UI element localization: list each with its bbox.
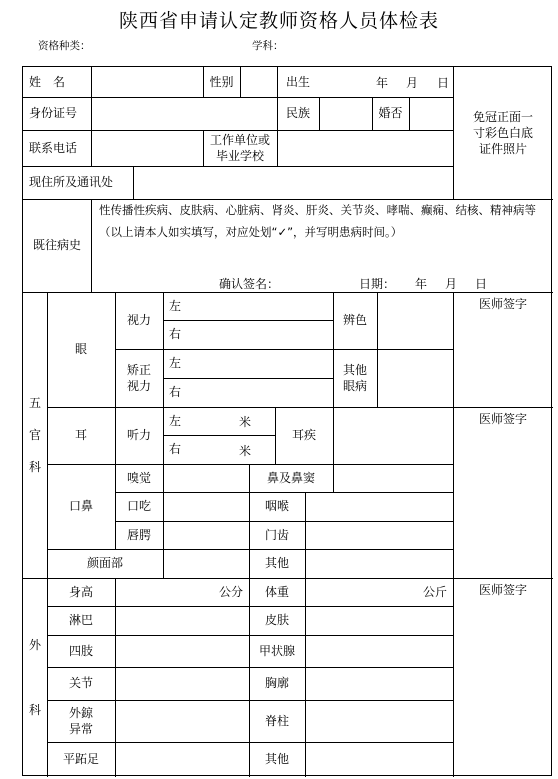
flatfoot-label: 平跖足	[62, 752, 99, 767]
height-unit: 公分	[218, 584, 243, 599]
form-title: 陕西省申请认定教师资格人员体检表	[118, 10, 439, 32]
birth-day-label: 日	[437, 76, 450, 90]
face-label: 颜面部	[86, 556, 123, 571]
ear-disease-label: 耳疾	[291, 428, 316, 443]
exam-form-table	[22, 66, 552, 776]
weight-unit: 公斤	[422, 584, 447, 599]
facial-other-label: 其他	[264, 556, 289, 571]
thyroid-label: 甲状腺	[258, 643, 295, 658]
gender-field[interactable]	[241, 67, 277, 97]
workplace-label: 工作单位或 毕业学校	[209, 132, 270, 163]
surgery-section-label: 外 科	[28, 638, 41, 717]
corrected-right-label: 右	[169, 385, 182, 400]
history-month-label: 月	[445, 277, 458, 291]
hearing-right-label: 右	[169, 442, 182, 457]
hearing-left-label: 左	[169, 413, 182, 428]
marital-field[interactable]	[410, 97, 453, 130]
vision-label: 视力	[126, 313, 151, 328]
color-vision-label: 辨色	[342, 313, 367, 328]
smell-label: 嗅觉	[126, 470, 151, 485]
facial-section-label: 五 官 科	[28, 395, 41, 475]
id-number-label: 身份证号	[29, 106, 78, 121]
skin-label: 皮肤	[264, 613, 289, 628]
throat-label: 咽喉	[264, 499, 289, 514]
cleft-palate-label: 唇腭	[126, 527, 151, 542]
eye-doctor-sign: 医师签字	[478, 297, 527, 311]
ethnicity-field[interactable]	[320, 97, 372, 130]
address-field[interactable]	[134, 166, 453, 199]
qualification-type-label: 资格种类：	[38, 40, 91, 52]
phone-label: 联系电话	[29, 140, 78, 155]
phone-field[interactable]	[92, 130, 203, 166]
corrected-left-label: 左	[169, 356, 182, 371]
genital-label: 外鍄 异常	[68, 705, 93, 736]
corrected-vision-label: 矫正 视力	[126, 362, 151, 393]
ear-label: 耳	[74, 428, 87, 443]
vision-left-label: 左	[169, 298, 182, 313]
weight-label: 体重	[264, 584, 289, 599]
birth-label: 出生	[285, 74, 310, 89]
surgery-doctor-sign: 医师签字	[478, 583, 527, 597]
lymph-label: 淋巴	[68, 613, 93, 628]
other-eye-field[interactable]	[378, 349, 453, 407]
chest-label: 胸廓	[264, 676, 289, 691]
address-label: 现住所及通讯处	[29, 175, 114, 190]
history-instructions: 性传播性疾病、皮肤病、心脏病、肾炎、肝炎、关节炎、哮喘、癫痫、结核、精神病等（以上请本人如实填写，对应处划“✓”，并写明患病时间。）	[99, 203, 536, 239]
mouth-nose-label: 口鼻	[68, 499, 93, 514]
spine-label: 脊柱	[264, 713, 289, 728]
ethnicity-label: 民族	[285, 106, 310, 121]
limbs-label: 四肢	[68, 643, 93, 658]
nose-sinus-label: 鼻及鼻窦	[266, 470, 315, 485]
history-label: 既往病史	[32, 238, 81, 253]
vision-right-label: 右	[169, 327, 182, 342]
photo-box: 免冠正面一 寸彩色白底 证件照片	[472, 109, 533, 157]
history-date-label: 日期：	[359, 277, 396, 291]
teeth-label: 门齿	[264, 527, 289, 542]
marital-label: 婚否	[378, 106, 403, 121]
history-day-label: 日	[475, 277, 488, 291]
confirm-sign-label: 确认签名：	[219, 277, 280, 291]
name-field[interactable]	[92, 67, 203, 97]
name-label: 姓 名	[29, 74, 66, 89]
birth-year-label: 年	[376, 76, 389, 90]
hearing-label: 听力	[126, 428, 151, 443]
workplace-field[interactable]	[278, 130, 453, 166]
surgery-other-label: 其他	[264, 752, 289, 767]
hearing-right-unit: 米	[239, 444, 252, 458]
joints-label: 关节	[68, 676, 93, 691]
subject-label: 学科：	[252, 40, 284, 52]
id-number-field[interactable]	[92, 97, 277, 130]
height-label: 身高	[68, 584, 93, 599]
ear-disease-field[interactable]	[334, 407, 453, 464]
hearing-left-unit: 米	[239, 415, 252, 429]
gender-label: 性别	[209, 74, 234, 89]
color-vision-field[interactable]	[378, 292, 453, 349]
facial-doctor-sign: 医师签字	[478, 412, 527, 426]
other-eye-disease-label: 其他 眼病	[342, 362, 367, 393]
history-year-label: 年	[415, 277, 428, 291]
birth-month-label: 月	[406, 76, 419, 90]
stutter-label: 口吃	[126, 499, 151, 514]
eye-label: 眼	[74, 342, 87, 357]
